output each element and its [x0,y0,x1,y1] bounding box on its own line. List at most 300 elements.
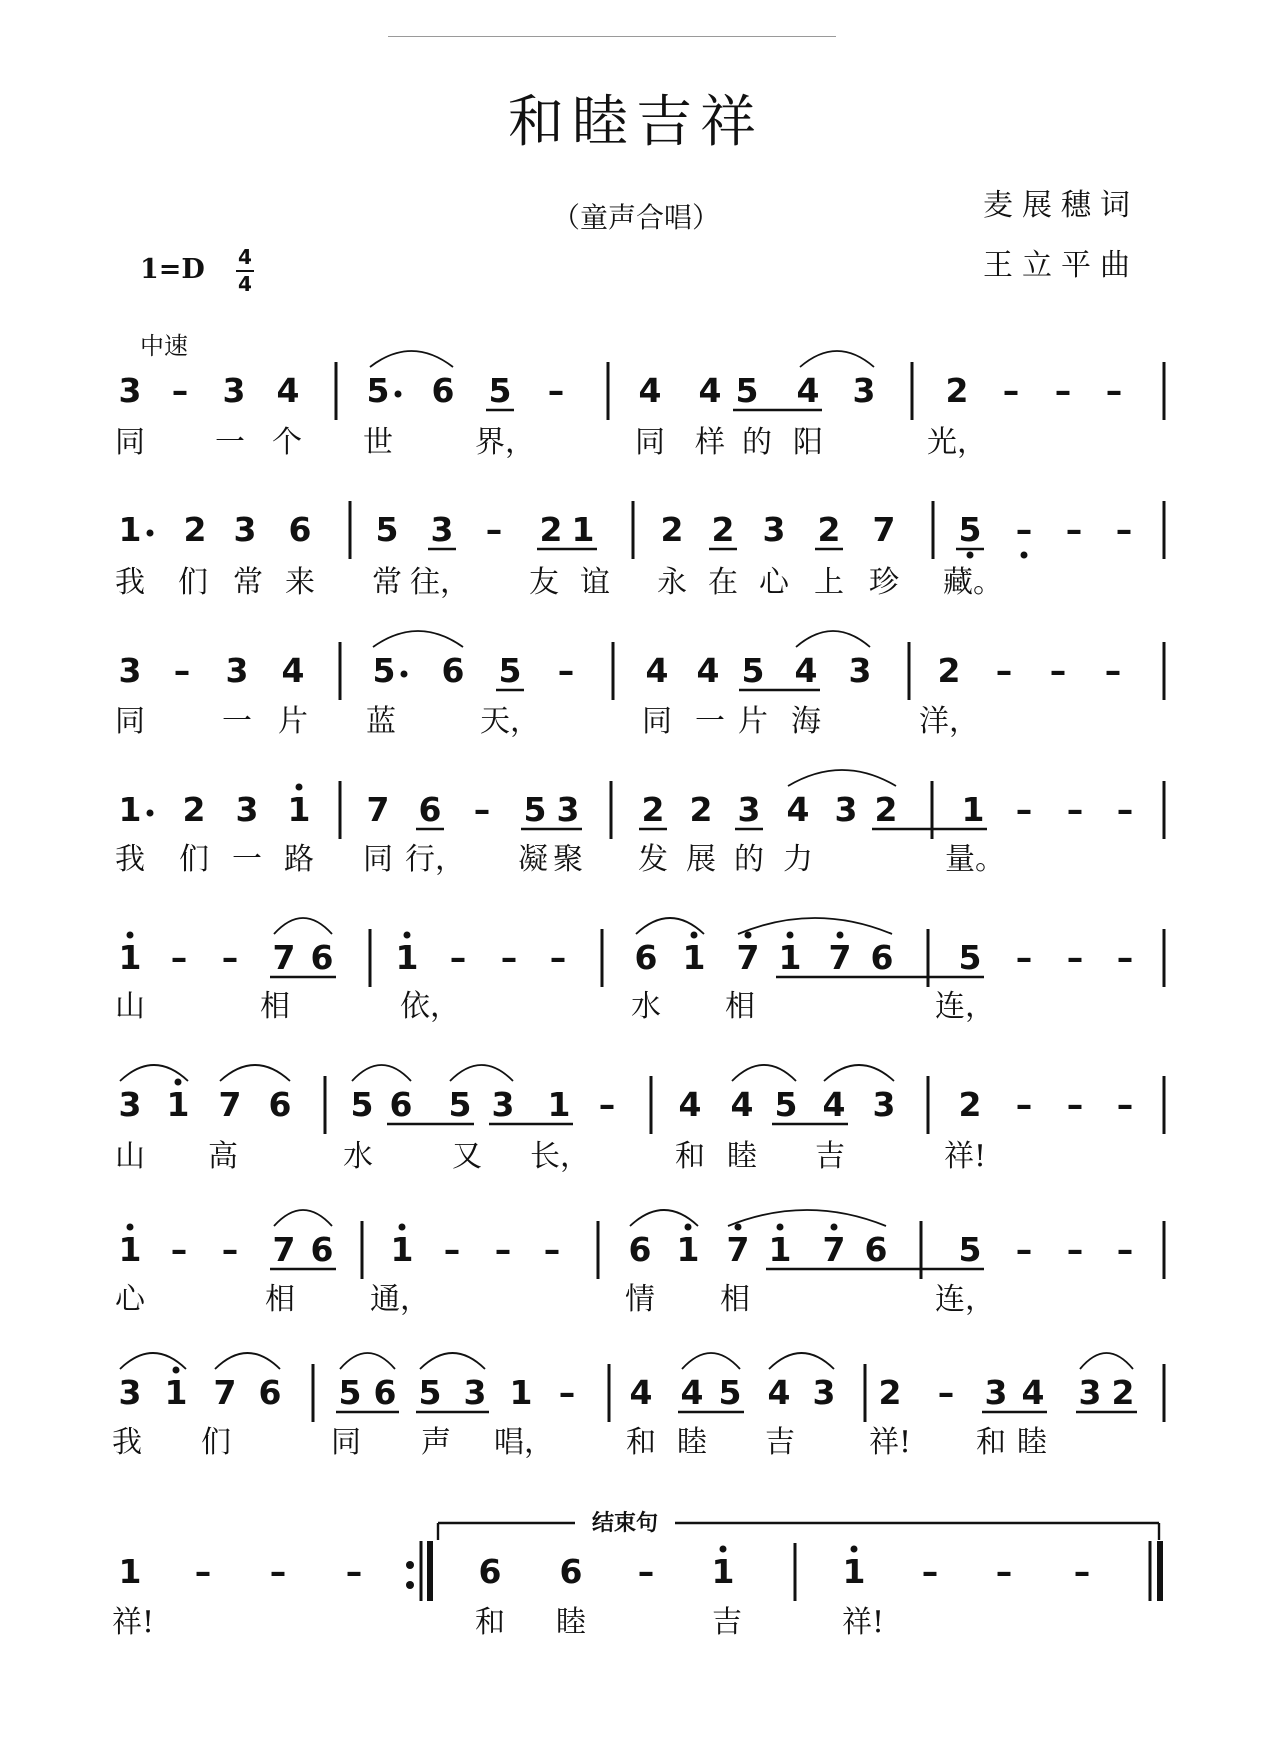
lyric: 通， [370,1282,430,1317]
note: 2 [183,510,207,549]
note: 3 [491,1085,515,1124]
lyric: 和 [475,1605,505,1640]
ending-label: 结束句 [591,1510,659,1536]
lyric: 我 [115,842,145,877]
subtitle: （童声合唱） [551,201,720,234]
note: 1 [118,1552,142,1591]
slur [738,918,892,934]
note: 2 [660,510,684,549]
lyric: 水 [343,1139,373,1174]
tempo-marking: 中速 [140,332,188,360]
note: 4 [680,1373,704,1412]
extension-dash: – [1066,938,1084,977]
extension-dash: – [1066,790,1084,829]
note: 7 [218,1085,242,1124]
note: 5 [350,1085,374,1124]
lyric: 吉 [765,1425,795,1460]
lyric: 的 [742,425,772,460]
note: 3 [225,651,249,690]
extension-dash: – [1015,1085,1033,1124]
lyric: 连， [935,1282,995,1317]
lyric: 和 [675,1139,705,1174]
slur [352,1065,411,1081]
lyric: 量。 [945,842,1005,877]
extension-dash: – [1105,371,1123,410]
lyric: 蓝 [366,704,396,739]
lyric: 长， [530,1139,590,1174]
octave-dot-above [720,1546,727,1553]
note: 3 [118,1373,142,1412]
note: 2 [689,790,713,829]
lyric: 光， [927,425,987,460]
extension-dash: – [345,1552,363,1591]
note: 3 [737,790,761,829]
octave-dot-above [831,1224,838,1231]
lyric: 在 [708,565,738,600]
lyric: 唱， [494,1425,554,1460]
octave-dot-below [1021,552,1028,559]
octave-dot-above [404,932,411,939]
time-signature-top: 4 [238,245,252,269]
lyric: 吉 [815,1139,845,1174]
lyric: 声 [421,1425,451,1460]
note: 5 [338,1373,362,1412]
slur [1080,1353,1133,1369]
note: 5 [418,1373,442,1412]
lyric: 天， [480,704,540,739]
note: 1 [118,790,142,829]
lyric: 同 [115,704,145,739]
octave-dot-above [127,932,134,939]
octave-dot-above [851,1546,858,1553]
repeat-bar-thick [427,1541,433,1601]
lyric: 力 [783,842,813,877]
lyric: 常 [233,565,263,600]
extension-dash: – [549,938,567,977]
lyric: 睦 [556,1605,586,1640]
extension-dash: – [995,1552,1013,1591]
augmentation-dot [395,391,402,398]
note: 5 [741,651,765,690]
note: 1 [961,790,985,829]
lyric: 相 [265,1282,295,1317]
octave-dot-above [127,1224,134,1231]
extension-dash: – [921,1552,939,1591]
note: 6 [441,651,465,690]
extension-dash: – [1066,1085,1084,1124]
note: 4 [638,371,662,410]
note: 6 [864,1230,888,1269]
lyricist-credit: 麦展穗词 [983,188,1139,223]
note: 6 [431,371,455,410]
slur [450,1065,513,1081]
augmentation-dot [147,810,154,817]
octave-dot-above [685,1224,692,1231]
lyric: 和 [626,1425,656,1460]
slur [732,1065,796,1081]
extension-dash: – [1116,790,1134,829]
lyric: 相 [260,989,290,1024]
extension-dash: – [1115,510,1133,549]
note: 7 [726,1230,750,1269]
note: 3 [1078,1373,1102,1412]
note: 5 [488,371,512,410]
extension-dash: – [1015,510,1033,549]
lyric: 同 [363,842,393,877]
octave-dot-above [399,1224,406,1231]
octave-dot-above [735,1224,742,1231]
slur [373,631,463,647]
extension-dash: – [1104,651,1122,690]
note-high-do: 1 [711,1552,735,1591]
lyric: 一 [232,842,262,877]
lyric: 我 [115,565,145,600]
note: 3 [852,371,876,410]
note: 7 [822,1230,846,1269]
note: 1 [509,1373,533,1412]
octave-dot-above [777,1224,784,1231]
lyric: 同 [115,425,145,460]
extension-dash: – [500,938,518,977]
note-high-do: 1 [676,1230,700,1269]
note: 5 [958,510,982,549]
octave-dot-above [745,932,752,939]
note: 6 [634,938,658,977]
note: 5 [523,790,547,829]
octave-dot-above [296,784,303,791]
extension-dash: – [995,651,1013,690]
lyric: 一 [215,425,245,460]
slur [215,1353,280,1369]
lyric: 聚 [553,842,583,877]
lyric: 往， [410,565,470,600]
note-high-do: 1 [164,1373,188,1412]
octave-dot-above [837,932,844,939]
note: 5 [958,938,982,977]
lyric: 常 [372,565,402,600]
lyric: 相 [720,1282,750,1317]
note: 2 [945,371,969,410]
lyric: 们 [178,565,208,600]
lyric: 界， [475,425,535,460]
extension-dash: – [170,938,188,977]
note: 6 [389,1085,413,1124]
note: 4 [698,371,722,410]
note: 2 [817,510,841,549]
composer-credit: 王立平曲 [983,248,1139,283]
note: 6 [268,1085,292,1124]
final-bar-thick [1157,1541,1163,1601]
octave-dot-above [787,932,794,939]
lyric: 同 [635,425,665,460]
lyric: 祥! [841,1605,885,1640]
note: 6 [310,938,334,977]
extension-dash: – [1073,1552,1091,1591]
extension-dash: – [558,1373,576,1412]
note: 6 [870,938,894,977]
note: 3 [233,510,257,549]
note: 2 [711,510,735,549]
lyric: 们 [201,1425,231,1460]
lyric: 发 [638,842,668,877]
lyric: 祥! [943,1139,987,1174]
note: 2 [182,790,206,829]
note: 6 [478,1552,502,1591]
note: 1 [571,510,595,549]
note: 2 [641,790,665,829]
lyric: 个 [272,425,302,460]
slur [340,1353,395,1369]
slur [220,1065,290,1081]
note: 3 [430,510,454,549]
extension-dash: – [1116,1085,1134,1124]
octave-dot-above [691,932,698,939]
key-signature: 1=D [140,254,205,285]
extension-dash: – [443,1230,461,1269]
lyric: 连， [935,989,995,1024]
note: 3 [118,1085,142,1124]
lyric: 路 [284,842,314,877]
lyric: 来 [285,565,315,600]
lyric: 片 [738,704,768,739]
extension-dash: – [221,1230,239,1269]
note: 3 [556,790,580,829]
note: 4 [1021,1373,1045,1412]
slur [796,631,870,647]
note: 6 [559,1552,583,1591]
note: 2 [874,790,898,829]
note-high-do: 1 [118,1230,142,1269]
note: 4 [281,651,305,690]
extension-dash: – [269,1552,287,1591]
note: 2 [878,1373,902,1412]
octave-dot-below [967,552,974,559]
note: 6 [628,1230,652,1269]
note: 4 [276,371,300,410]
note: 4 [730,1085,754,1124]
lyric: 我 [112,1425,142,1460]
augmentation-dot [401,671,408,678]
slur [728,1210,886,1226]
note: 4 [786,790,810,829]
extension-dash: – [473,790,491,829]
extension-dash: – [1049,651,1067,690]
note: 2 [539,510,563,549]
extension-dash: – [494,1230,512,1269]
extension-dash: – [547,371,565,410]
lyric: 友 [529,565,559,600]
lyric: 的 [734,842,764,877]
lyric: 藏。 [943,565,1003,600]
lyric: 祥! [868,1425,912,1460]
lyric: 祥! [111,1605,155,1640]
time-signature-bottom: 4 [238,272,252,296]
note: 3 [118,651,142,690]
lyric: 展 [686,842,716,877]
repeat-dot [406,1561,414,1569]
lyric: 睦 [677,1425,707,1460]
note: 4 [822,1085,846,1124]
note-high-do: 1 [682,938,706,977]
extension-dash: – [637,1552,655,1591]
lyric: 相 [725,989,755,1024]
slur [682,1353,740,1369]
note: 2 [1111,1373,1135,1412]
note: 3 [222,371,246,410]
note: 2 [958,1085,982,1124]
lyric: 山 [115,1139,145,1174]
slur [274,1210,332,1226]
lyric: 水 [631,989,661,1024]
lyric: 永 [657,565,687,600]
lyric: 谊 [580,565,610,600]
note: 4 [629,1373,653,1412]
note: 3 [762,510,786,549]
note: 3 [118,371,142,410]
note: 5 [774,1085,798,1124]
extension-dash: – [1015,938,1033,977]
lyric: 一 [695,704,725,739]
extension-dash: – [449,938,467,977]
note: 7 [736,938,760,977]
note-high-do: 1 [166,1085,190,1124]
note-high-do: 1 [395,938,419,977]
lyric: 洋， [919,704,979,739]
lyric: 睦 [1017,1425,1047,1460]
lyric: 同 [642,704,672,739]
lyric: 依， [400,989,460,1024]
extension-dash: – [173,651,191,690]
slur [800,351,874,367]
note: 5 [372,651,396,690]
note: 6 [258,1373,282,1412]
note: 5 [735,371,759,410]
lyric: 样 [695,425,725,460]
lyric: 世 [363,425,393,460]
note: 3 [812,1373,836,1412]
slur [769,1353,834,1369]
note: 4 [678,1085,702,1124]
lyric: 行， [405,842,465,877]
note: 5 [958,1230,982,1269]
extension-dash: – [485,510,503,549]
extension-dash: – [1002,371,1020,410]
augmentation-dot [147,530,154,537]
lyric: 们 [179,842,209,877]
extension-dash: – [937,1373,955,1412]
note: 5 [498,651,522,690]
extension-dash: – [221,938,239,977]
lyric: 同 [331,1425,361,1460]
note: 4 [767,1373,791,1412]
extension-dash: – [557,651,575,690]
slur [274,918,332,934]
note: 7 [272,938,296,977]
note: 7 [213,1373,237,1412]
note-high-do: 1 [778,938,802,977]
lyric: 又 [452,1139,482,1174]
note: 6 [418,790,442,829]
note: 3 [984,1373,1008,1412]
extension-dash: – [1015,790,1033,829]
lyric: 情 [625,1282,655,1317]
note: 4 [796,371,820,410]
note: 1 [118,510,142,549]
extension-dash: – [170,1230,188,1269]
lyric: 海 [791,704,821,739]
note-high-do: 1 [768,1230,792,1269]
song-title: 和睦吉祥 [508,90,764,155]
note: 5 [366,371,390,410]
note: 3 [463,1373,487,1412]
lyric: 和 [976,1425,1006,1460]
lyric: 心 [115,1282,145,1317]
lyric: 阳 [793,425,823,460]
extension-dash: – [1116,938,1134,977]
note-high-do: 1 [287,790,311,829]
note: 7 [366,790,390,829]
extension-dash: – [1066,1230,1084,1269]
extension-dash: – [171,371,189,410]
note: 4 [794,651,818,690]
extension-dash: – [1116,1230,1134,1269]
note: 6 [288,510,312,549]
note: 7 [272,1230,296,1269]
note: 1 [547,1085,571,1124]
note: 6 [310,1230,334,1269]
lyric: 吉 [712,1605,742,1640]
extension-dash: – [1065,510,1083,549]
lyric: 一 [222,704,252,739]
note: 3 [235,790,259,829]
extension-dash: – [1054,371,1072,410]
note: 4 [645,651,669,690]
lyric: 山 [115,989,145,1024]
note: 5 [375,510,399,549]
lyric: 高 [208,1139,238,1174]
lyric: 睦 [727,1139,757,1174]
octave-dot-above [175,1079,182,1086]
note: 7 [828,938,852,977]
lyric: 凝 [518,842,548,877]
extension-dash: – [1015,1230,1033,1269]
slur [788,770,896,786]
octave-dot-above [173,1367,180,1374]
note: 2 [937,651,961,690]
lyric: 珍 [869,565,899,600]
note: 6 [373,1373,397,1412]
lyric: 片 [278,704,308,739]
extension-dash: – [543,1230,561,1269]
note: 5 [718,1373,742,1412]
note-high-do: 1 [118,938,142,977]
note: 3 [834,790,858,829]
extension-dash: – [598,1085,616,1124]
lyric: 心 [759,565,789,600]
lyric: 上 [814,565,844,600]
extension-dash: – [194,1552,212,1591]
note-high-do: 1 [390,1230,414,1269]
note: 7 [872,510,896,549]
note: 3 [848,651,872,690]
repeat-dot [406,1581,414,1589]
note: 5 [448,1085,472,1124]
note: 4 [696,651,720,690]
slur [370,351,453,367]
slur [824,1065,894,1081]
note: 3 [872,1085,896,1124]
note-high-do: 1 [842,1552,866,1591]
